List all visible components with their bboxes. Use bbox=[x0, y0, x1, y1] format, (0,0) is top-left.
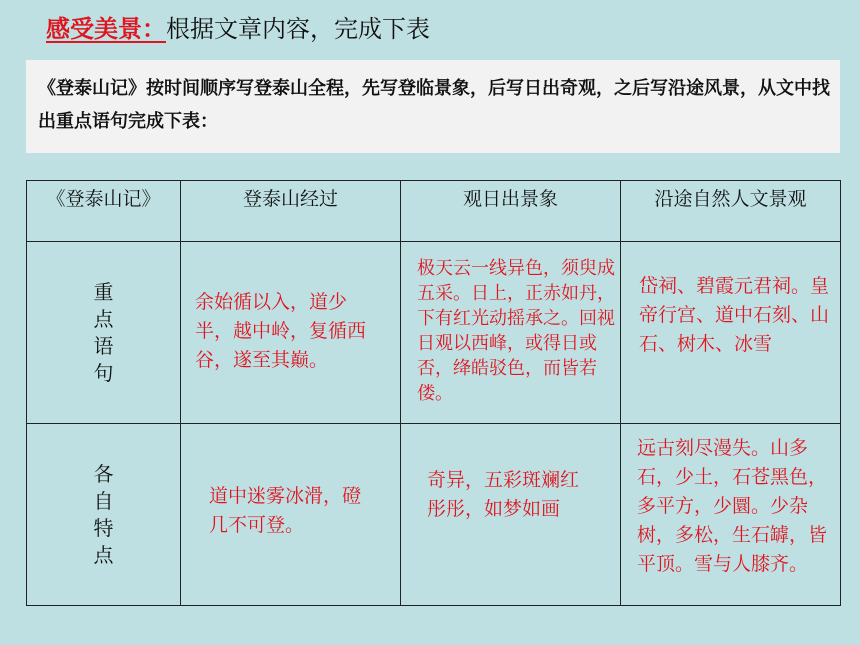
cell-sunrise-key bbox=[401, 242, 621, 424]
intro-box: 《登泰山记》按时间顺序写登泰山全程，先写登临景象，后写日出奇观，之后写沿途风景，从文中找出重点语句完成下表： bbox=[26, 60, 840, 153]
header-cell-work: 《登泰山记》 bbox=[27, 181, 181, 242]
cell-scenery-features bbox=[621, 424, 841, 606]
cell-process-features bbox=[181, 424, 401, 606]
row-label-char: 句 bbox=[93, 360, 114, 385]
cell-text: 奇异，五彩斑斓红彤彤，如梦如画 bbox=[427, 469, 580, 520]
cell-sunrise-features bbox=[401, 424, 621, 606]
cell-text: 岱祠、碧霞元君祠。皇帝行宫、道中石刻、山石、树木、冰雪 bbox=[639, 275, 830, 355]
table-row-features bbox=[27, 424, 841, 606]
header-cell-process: 登泰山经过 bbox=[181, 181, 401, 242]
cell-text: 极天云一线异色，须臾成五采。日上，正赤如丹，下有红光动摇承之。回视日观以西峰，或得日或否，绛皓驳色，而皆若偻。 bbox=[417, 258, 615, 404]
cell-scenery-key bbox=[621, 242, 841, 424]
row-label-char: 自 bbox=[93, 488, 114, 513]
table-header-row bbox=[27, 181, 841, 242]
cell-text: 道中迷雾冰滑，磴几不可登。 bbox=[209, 485, 362, 536]
header-cell-sunrise: 观日出景象 bbox=[401, 181, 621, 242]
row-label-char: 特 bbox=[93, 515, 114, 540]
row-label-char: 各 bbox=[93, 461, 114, 486]
row-label-features bbox=[27, 424, 181, 606]
table-row-key-sentences bbox=[27, 242, 841, 424]
header-cell-scenery: 沿途自然人文景观 bbox=[621, 181, 841, 242]
page-title bbox=[46, 12, 430, 46]
title-text: 根据文章内容，完成下表 bbox=[166, 15, 430, 43]
row-label-char: 重 bbox=[93, 279, 114, 304]
row-label-char: 点 bbox=[93, 542, 114, 567]
row-label-char: 语 bbox=[93, 333, 114, 358]
cell-text: 余始循以入，道少半，越中岭，复循西谷，遂至其巅。 bbox=[195, 291, 367, 371]
summary-table bbox=[26, 180, 841, 606]
title-emphasis: 感受美景： bbox=[46, 15, 166, 43]
cell-process-key bbox=[181, 242, 401, 424]
row-label-char: 点 bbox=[93, 306, 114, 331]
row-label-key-sentences bbox=[27, 242, 181, 424]
cell-text: 远古刻尽漫失。山多石，少土，石苍黑色，多平方，少圜。少杂树，多松，生石罅，皆平顶。雪与人膝齐。 bbox=[637, 437, 828, 575]
